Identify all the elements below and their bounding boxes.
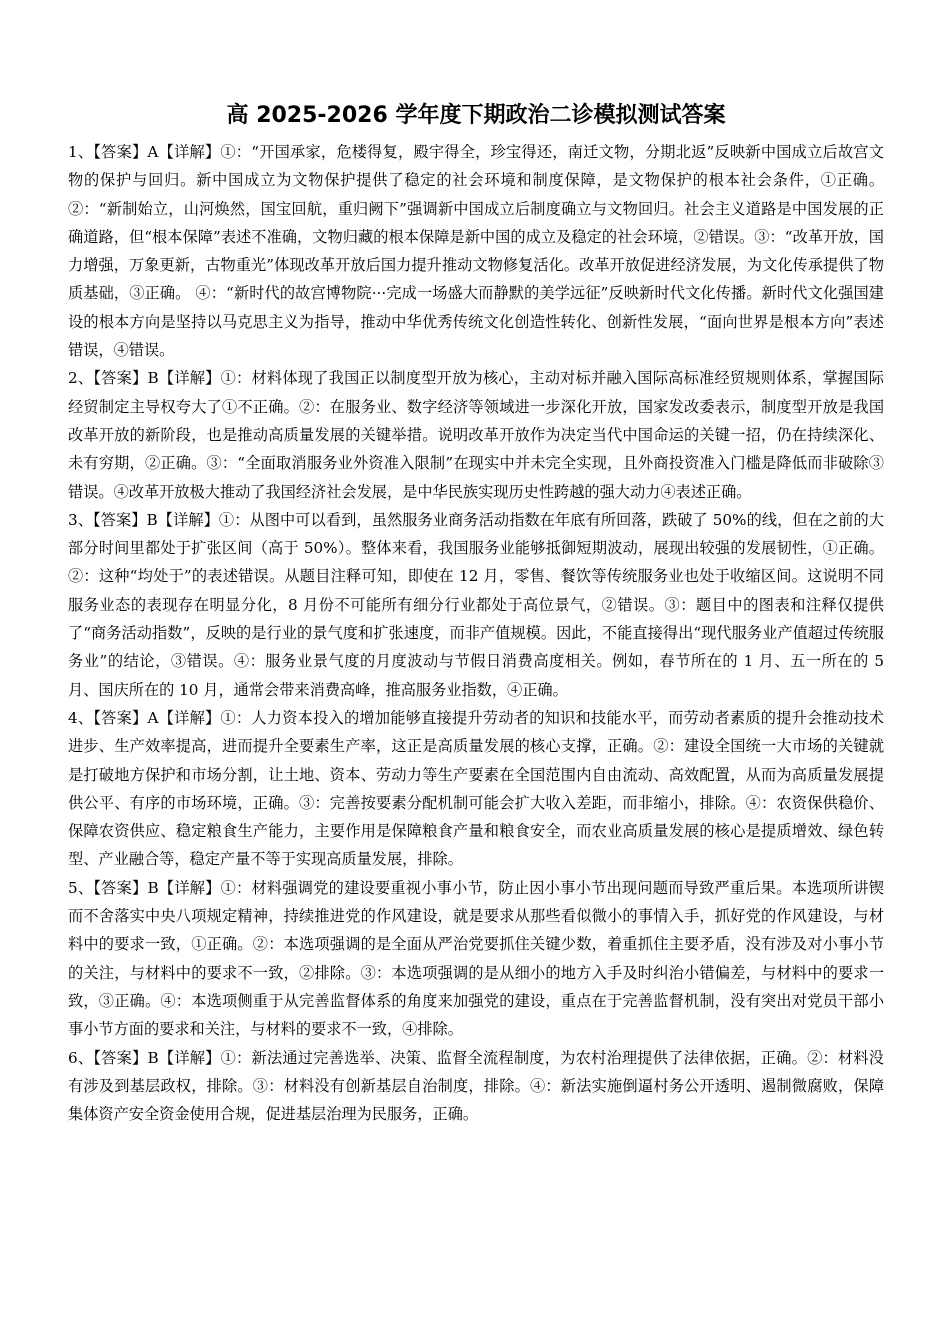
answer-item-3: 3、【答案】B【详解】①：从图中可以看到，虽然服务业商务活动指数在年底有所回落，跌破了 50%的线，但在之前的大部分时间里都处于扩张区间（高于 50%）。整体来看，我国服务业能够抵御短期波动，展现出较强的发展韧性，①正确。②：这种“均处于”的表述错误。从题目注释可知，即使在 12 月，零售、餐饮等传统服务业也处于收缩区间。这说明不同服务业态的表现存在明显分化，8 月份不可能所有细分行业都处于高位景气，②错误。③：题目中的图表和注释仅提供了“商务活动指数”，反映的是行业的景气度和扩张速度，而非产值规模。因此，不能直接得出“现代服务业产值超过传统服务业”的结论，③错误。④：服务业景气度的月度波动与节假日消费高度相关。例如，春节所在的 1 月、五一所在的 5 月、国庆所在的 10 月，通常会带来消费高峰，推高服务业指数，④正确。	[68, 510, 884, 699]
answer-document	[68, 96, 884, 1128]
answer-item-6: 6、【答案】B【详解】①：新法通过完善选举、决策、监督全流程制度，为农村治理提供了法律依据，正确。②：材料没有涉及到基层政权，排除。③：材料没有创新基层自治制度，排除。④：新法实施倒逼村务公开透明、遏制微腐败，保障集体资产安全资金使用合规，促进基层治理为民服务，正确。	[68, 1048, 884, 1124]
answer-item-4: 4、【答案】A【详解】①：人力资本投入的增加能够直接提升劳动者的知识和技能水平，而劳动者素质的提升会推动技术进步、生产效率提高，进而提升全要素生产率，这正是高质量发展的核心支撑，正确。②：建设全国统一大市场的关键就是打破地方保护和市场分割，让土地、资本、劳动力等生产要素在全国范围内自由流动、高效配置，从而为高质量发展提供公平、有序的市场环境，正确。③：完善按要素分配机制可能会扩大收入差距，而非缩小，排除。④：农资保供稳价、保障农资供应、稳定粮食生产能力，主要作用是保障粮食产量和粮食安全，而农业高质量发展的核心是提质增效、绿色转型、产业融合等，稳定产量不等于实现高质量发展，排除。	[68, 708, 884, 869]
answer-item-5: 5、【答案】B【详解】①：材料强调党的建设要重视小事小节，防止因小事小节出现问题而导致严重后果。本选项所讲锲而不舍落实中央八项规定精神，持续推进党的作风建设，就是要求从那些看似微小的事情入手，抓好党的作风建设，与材料中的要求一致，①正确。②：本选项强调的是全面从严治党要抓住关键少数，着重抓住主要矛盾，没有涉及对小事小节的关注，与材料中的要求不一致，②排除。③：本选项强调的是从细小的地方入手及时纠治小错偏差，与材料中的要求一致，③正确。④：本选项侧重于从完善监督体系的角度来加强党的建设，重点在于完善监督机制，没有突出对党员干部小事小节方面的要求和关注，与材料的要求不一致，④排除。	[68, 878, 884, 1039]
answer-item-1: 1、【答案】A【详解】①：“开国承家，危楼得复，殿宇得全，珍宝得还，南迁文物，分期北返”反映新中国成立后故宫文物的保护与回归。新中国成立为文物保护提供了稳定的社会环境和制度保障，是文物保护的根本社会条件，①正确。②：“新制始立，山河焕然，国宝回航，重归阙下”强调新中国成立后制度确立与文物回归。社会主义道路是中国发展的正确道路，但“根本保障”表述不准确，文物归藏的根本保障是新中国的成立及稳定的社会环境，②错误。③：“改革开放，国力增强，万象更新，古物重光”体现改革开放后国力提升推动文物修复活化。改革开放促进经济发展，为文化传承提供了物质基础，③正确。 ④：“新时代的故宫博物院···完成一场盛大而静默的美学远征”反映新时代文化传播。新时代文化强国建设的根本方向是坚持以马克思主义为指导，推动中华优秀传统文化创造性转化、创新性发展，“面向世界是根本方向”表述错误，④错误。	[68, 143, 884, 360]
document-title: 高 2025-2026 学年度下期政治二诊模拟测试答案	[226, 103, 726, 128]
answer-item-2: 2、【答案】B【详解】①：材料体现了我国正以制度型开放为核心，主动对标并融入国际高标准经贸规则体系，掌握国际经贸制定主导权夸大了①不正确。②：在服务业、数字经济等领域进一步深化开放，国家发改委表示，制度型开放是我国改革开放的新阶段，也是推动高质量发展的关键举措。说明改革开放作为决定当代中国命运的关键一招，仍在持续深化、未有穷期，②正确。③：“全面取消服务业外资准入限制”在现实中并未完全实现，且外商投资准入门槛是降低而非破除③错误。④改革开放极大推动了我国经济社会发展，是中华民族实现历史性跨越的强大动力④表述正确。	[68, 369, 884, 501]
